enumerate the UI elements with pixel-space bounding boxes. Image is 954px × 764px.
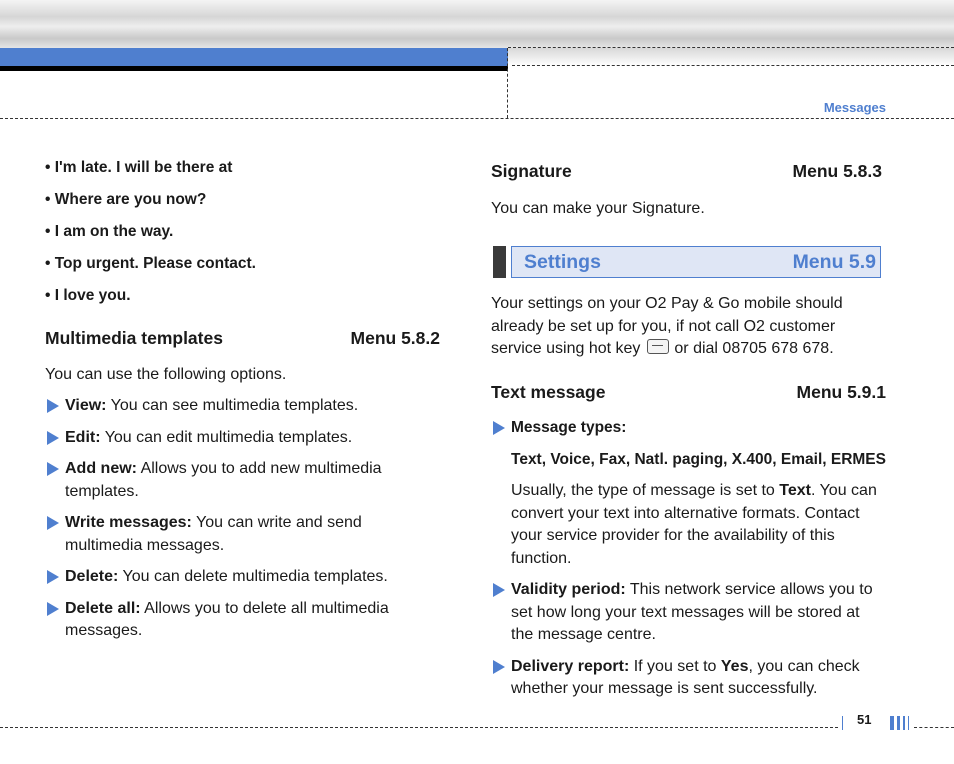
settings-menu-number: Menu 5.9 (792, 250, 876, 273)
option-text: You can see multimedia templates. (106, 397, 359, 414)
header-blue-bar (0, 48, 508, 66)
signature-section (491, 160, 882, 220)
triangle-right-icon (47, 570, 59, 584)
option-label: Delete: (65, 568, 119, 585)
settings-body (491, 293, 886, 701)
option-delete-all (45, 598, 440, 643)
message-types-label: Message types: (511, 419, 627, 436)
option-text: Allows you to delete all multimedia messages. (65, 599, 389, 639)
option-edit (45, 427, 440, 450)
triangle-right-icon (47, 399, 59, 413)
option-label: Write messages: (65, 514, 192, 531)
validity-period-item (491, 579, 886, 647)
signature-heading (491, 160, 882, 183)
page-number: 51 (857, 712, 872, 727)
multimedia-heading (45, 327, 440, 350)
text-message-title: Text message (491, 381, 606, 402)
delivery-text: , you can check whether your message is sent successfully. (511, 657, 860, 697)
option-label: Add new: (65, 460, 137, 477)
option-delete (45, 566, 440, 589)
quick-message-item: • I love you. (45, 287, 131, 304)
description-part: . You can convert your text into alternative formats. Contact your service provider for the availability of this function. (511, 482, 877, 567)
delivery-text: If you set to (629, 657, 721, 675)
footer-divider (842, 716, 843, 730)
multimedia-title: Multimedia templates (45, 328, 223, 348)
option-text: You can write and send multimedia messages. (65, 514, 362, 554)
signature-text: You can make your Signature. (491, 199, 705, 217)
quick-message-item: • I am on the way. (45, 223, 174, 240)
triangle-right-icon (47, 431, 59, 445)
delivery-bold: Yes (720, 657, 749, 675)
delivery-label: Delivery report: (511, 657, 630, 675)
settings-text (491, 293, 886, 361)
option-add-new (45, 458, 440, 503)
footer-dashed-line-right (914, 727, 954, 728)
header-dashed-divider (507, 48, 508, 118)
settings-text-part: or dial 08705 678 678. (674, 340, 834, 357)
multimedia-intro: You can use the following options. (45, 365, 287, 383)
option-label: Delete all: (65, 599, 141, 617)
delivery-report-item (491, 656, 886, 701)
quick-message-item: • Where are you now? (45, 191, 207, 208)
triangle-right-icon (493, 660, 505, 674)
triangle-right-icon (47, 462, 59, 476)
header-black-rule (0, 66, 508, 71)
triangle-right-icon (47, 516, 59, 530)
triangle-right-icon (493, 583, 505, 597)
header-dashed-line-bottom (0, 118, 954, 119)
option-text: You can delete multimedia templates. (118, 568, 388, 585)
triangle-right-icon (47, 602, 59, 616)
validity-label: Validity period: (511, 581, 626, 598)
footer-bar-4 (908, 716, 909, 730)
footer-bar-3 (903, 716, 905, 730)
message-types-item (491, 417, 886, 440)
footer-dashed-line (0, 727, 838, 728)
settings-title: Settings (524, 250, 601, 273)
footer-bar-1 (890, 716, 894, 730)
header-dashed-line-mid (512, 65, 954, 66)
triangle-right-icon (493, 421, 505, 435)
quick-message-item: • I'm late. I will be there at (45, 159, 233, 176)
option-view (45, 395, 440, 418)
signature-title: Signature (491, 161, 572, 181)
header-gradient-right (508, 48, 954, 66)
validity-text: This network service allows you to set how long your text messages will be stored at the message centre. (511, 581, 873, 643)
option-text: You can edit multimedia templates. (100, 428, 353, 446)
left-column (45, 157, 440, 643)
settings-heading-bar (493, 246, 506, 278)
text-message-menu-number: Menu 5.9.1 (796, 381, 886, 402)
settings-heading (511, 246, 881, 278)
option-text: Allows you to add new multimedia templates. (65, 460, 382, 500)
option-write-messages (45, 512, 440, 557)
header-dashed-line-top (508, 47, 954, 48)
message-types-description (491, 480, 886, 570)
option-label: View: (65, 397, 107, 414)
message-types-list: Text, Voice, Fax, Natl. paging, X.400, Email, ERMES (511, 450, 886, 468)
text-message-heading (491, 381, 886, 404)
section-label: Messages (823, 100, 886, 115)
multimedia-menu-number: Menu 5.8.2 (350, 328, 440, 348)
settings-heading-box (493, 246, 881, 278)
footer-bar-2 (897, 716, 900, 730)
hot-key-icon (647, 339, 669, 354)
settings-text-part: Your settings on your O2 Pay & Go mobile should already be set up for you, if not call O2 customer service using hot key (491, 295, 843, 357)
description-part: Usually, the type of message is set to (511, 482, 780, 499)
quick-message-item: • Top urgent. Please contact. (45, 255, 256, 272)
signature-menu-number: Menu 5.8.3 (792, 161, 882, 181)
header-gradient (0, 0, 954, 48)
option-label: Edit: (65, 428, 101, 446)
description-bold: Text (779, 482, 811, 499)
